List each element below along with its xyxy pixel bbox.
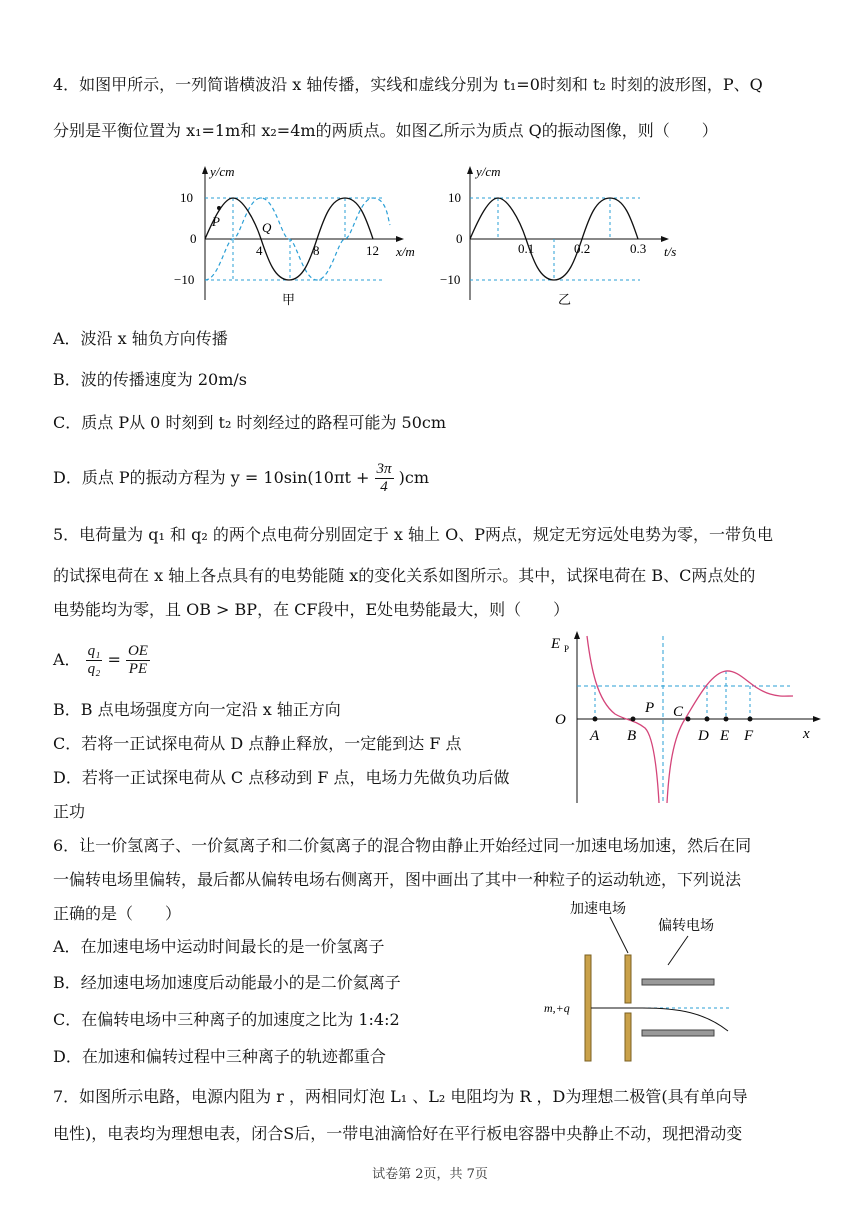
q6-stem-line2: 一偏转电场里偏转，最后都从偏转电场右侧离开，图中画出了其中一种粒子的运动轨迹，下列说法	[53, 870, 742, 889]
point-p	[217, 206, 221, 210]
label-p: P	[212, 214, 220, 229]
right-plate-top	[625, 955, 631, 1003]
q4-option-b: B．波的传播速度为 20m/s	[53, 370, 247, 389]
label-p: P	[645, 700, 655, 716]
y-axis-label: y/cm	[210, 164, 235, 179]
label-c: C	[673, 704, 684, 720]
label-q: Q	[262, 220, 272, 235]
y-axis-label: y/cm	[476, 164, 501, 179]
fraction-numerator: OE	[127, 643, 148, 659]
q5-option-d-cont: 正功	[53, 802, 86, 821]
caption-jia: 甲	[282, 292, 296, 307]
q4-option-d-prefix: D．质点 P的振动方程为 y = 10sin(10πt +	[53, 468, 370, 487]
left-plate	[585, 955, 591, 1061]
q5-fraction-right	[126, 643, 150, 678]
fraction-denominator: 4	[380, 479, 388, 495]
right-plate-bottom	[625, 1013, 631, 1061]
q7-stem-line2: 电性)，电表均为理想电表，闭合S后，一带电油滴恰好在平行板电容器中央静止不动，现把滑动变	[53, 1124, 743, 1143]
q6-option-a: A．在加速电场中运动时间最长的是一价氢离子	[53, 937, 385, 956]
q4-figure-jia	[170, 160, 420, 310]
y-tick-neg10: −10	[440, 272, 461, 287]
q5-stem-line2: 的试探电荷在 x 轴上各点具有的电势能随 x的变化关系如图所示。其中，试探电荷在 B、C两点处的	[53, 566, 756, 585]
x-label: x	[803, 726, 810, 742]
q5-option-d: D．若将一正试探电荷从 C 点移动到 F 点，电场力先做负功后做	[53, 768, 510, 787]
fraction-denominator: q₂	[87, 661, 101, 677]
label-particle: m,+q	[544, 1001, 570, 1015]
q5-option-b: B．B 点电场强度方向一定沿 x 轴正方向	[53, 700, 341, 719]
q4-option-d-suffix: )cm	[398, 468, 429, 487]
ep-subscript: P	[564, 644, 570, 654]
label-def-field: 偏转电场	[658, 919, 714, 934]
q4-option-d	[53, 458, 429, 498]
label-e: E	[720, 728, 730, 744]
x-tick-8: 8	[313, 243, 320, 258]
y-tick-neg10: −10	[174, 272, 195, 287]
label-f: F	[744, 728, 754, 744]
q5-stem-line3: 电势能均为零，且 OB > BP，在 CF段中，E处电势能最大，则（ ）	[53, 600, 570, 619]
q5-option-a	[53, 640, 150, 680]
q4-figure-yi	[440, 160, 690, 310]
fraction-numerator: 3π	[376, 461, 392, 477]
q4-option-d-fraction	[375, 461, 394, 496]
q7-stem-line1: 7．如图所示电路，电源内阻为 r ，两相同灯泡 L₁ 、L₂ 电阻均为 R ，D为理想二极管(具有单向导	[53, 1087, 748, 1106]
q6-stem-line3: 正确的是（ ）	[53, 904, 182, 923]
origin-label: O	[555, 712, 566, 728]
ep-label: E	[551, 636, 561, 652]
deflect-plate-top	[642, 979, 714, 985]
y-tick-10: 10	[448, 190, 461, 205]
page-footer: 试卷第 2页，共 7页	[372, 1167, 488, 1182]
y-tick-0: 0	[190, 231, 197, 246]
label-a: A	[590, 728, 600, 744]
label-d: D	[698, 728, 709, 744]
q4-option-c: C．质点 P从 0 时刻到 t₂ 时刻经过的路程可能为 50cm	[53, 413, 447, 432]
deflected-trajectory	[642, 1008, 728, 1031]
x-tick-4: 4	[256, 243, 263, 258]
t-tick-0.1: 0.1	[518, 241, 535, 256]
x-axis-label: x/m	[396, 244, 415, 259]
q4-stem-line1: 4．如图甲所示，一列简谐横波沿 x 轴传播，实线和虚线分别为 t₁=0时刻和 t₂ 时刻的波形图，P、Q	[53, 75, 763, 94]
q4-stem-line2: 分别是平衡位置为 x₁=1m和 x₂=4m的两质点。如图乙所示为质点 Q的振动图像，则（ ）	[53, 121, 718, 140]
y-tick-10: 10	[180, 190, 193, 205]
deflect-plate-bottom	[642, 1030, 714, 1036]
y-tick-0: 0	[456, 231, 463, 246]
q6-option-d: D．在加速和偏转过程中三种离子的轨迹都重合	[53, 1047, 386, 1066]
ep-curve-right	[667, 671, 793, 803]
q6-figure-fields	[540, 893, 780, 1068]
q5-option-c: C．若将一正试探电荷从 D 点静止释放，一定能到达 F 点	[53, 734, 462, 753]
equals-sign: =	[107, 650, 121, 669]
fraction-numerator: q₁	[87, 643, 101, 659]
q5-stem-line1: 5．电荷量为 q₁ 和 q₂ 的两个点电荷分别固定于 x 轴上 O、P两点，规定无穷远处电势为零，一带负电	[53, 525, 774, 544]
t-axis-label: t/s	[664, 244, 677, 259]
q5-figure-ep-x	[545, 628, 830, 808]
q5-option-a-prefix: A．	[53, 650, 81, 669]
q6-option-b: B．经加速电场加速度后动能最小的是二价氦离子	[53, 973, 401, 992]
t-tick-0.3: 0.3	[630, 241, 647, 256]
q5-fraction-left	[86, 643, 103, 678]
q6-option-c: C．在偏转电场中三种离子的加速度之比为 1:4:2	[53, 1010, 400, 1029]
fraction-denominator: PE	[128, 661, 148, 677]
q6-stem-line1: 6．让一价氢离子、一价氦离子和二价氦离子的混合物由静止开始经过同一加速电场加速，然后在同	[53, 836, 752, 855]
x-tick-12: 12	[366, 243, 379, 258]
label-acc-field: 加速电场	[570, 902, 626, 917]
q4-option-a: A．波沿 x 轴负方向传播	[53, 329, 228, 348]
caption-yi: 乙	[558, 292, 572, 307]
label-b: B	[627, 728, 637, 744]
t-tick-0.2: 0.2	[574, 241, 591, 256]
